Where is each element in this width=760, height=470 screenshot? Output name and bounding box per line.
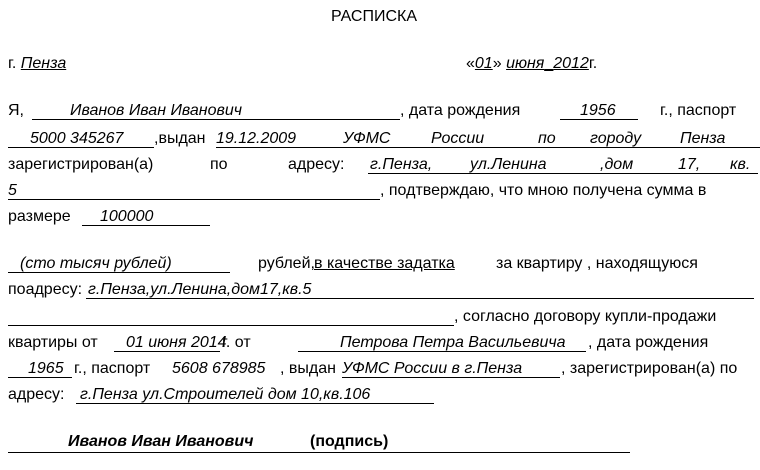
address-label: поадресу: [8,281,83,298]
contract-date: 01 июня 2014 [126,334,227,351]
seller-passport-number: 5608 678985 [172,360,266,377]
amount-label: размере [8,208,71,225]
address-word: ,дом [600,156,634,173]
city: Пенза [20,55,67,72]
authority-word: УФМС [343,130,391,147]
date-open-quote: « [466,55,475,72]
contract-text: , согласно договору купли-продажи [454,308,717,325]
amount-digits: 100000 [100,208,154,225]
date-suffix: г. от [222,334,251,351]
seller-issued-label: , выдан [280,360,336,377]
signature-label: (подпись) [310,433,389,450]
address-word: ул.Ленина [470,156,547,173]
seller-authority: УФМС России в г.Пенза [342,360,523,377]
date-year-suffix: г. [588,55,598,72]
date-close-quote: » [492,55,502,72]
authority-word: по [538,130,556,147]
authority-word: России [431,130,485,147]
blank-line [8,325,454,326]
debtor-birth-year: 1956 [580,102,616,119]
deposit-purpose: в качестве задатка [314,255,455,272]
signature-line [8,452,630,453]
seller-birth-year: 1965 [28,360,64,377]
line1-prefix: Я, [8,102,24,119]
signature-name: Иванов Иван Иванович [68,433,254,450]
place-prefix: г. [8,55,17,72]
property-address: г.Пенза,ул.Ленина,дом17,кв.5 [88,281,312,298]
birth-label: , дата рождения [400,102,521,119]
debtor-passport-number: 5000 345267 [30,130,124,147]
date-month: июня [506,55,545,72]
contract-date-label: квартиры от [8,334,98,351]
date-line: «01» июня_2012г. [466,55,598,72]
confirm-text: , подтверждаю, что мною получена сумма в [380,182,707,199]
authority-word: городу [590,130,642,147]
authority-line [216,147,760,148]
address-word: 17, [678,156,701,173]
debtor-name: Иванов Иван Иванович [70,102,243,119]
address-continuation-line [8,199,380,200]
amount-in-words: (сто тысяч рублей) [20,255,172,272]
registered-word: зарегистрирован(а) [8,156,154,173]
document-title: РАСПИСКА [331,8,418,25]
seller-address-label: адресу: [8,386,65,403]
issued-label: ,выдан [154,130,206,147]
date-day: 01 [474,55,493,72]
seller-name: Петрова Петра Васильевича [340,334,566,351]
seller-registered-label: , зарегистрирован(а) по [561,360,738,377]
registered-word: по [210,156,228,173]
place-line [8,54,66,74]
seller-address: г.Пенза ул.Строителей дом 10,кв.106 [80,386,371,403]
registered-word: адресу: [288,156,345,173]
address-word: г.Пенза, [370,156,433,173]
date-year: 2012 [553,55,589,72]
birth-suffix: г., паспорт [660,102,737,119]
line6-word: за квартиру , находящуюся [496,255,698,272]
line6-word: рублей, [258,255,315,272]
flat-number: 5 [8,182,17,199]
passport-issue-date: 19.12.2009 [216,130,297,147]
authority-word: Пенза [680,130,726,147]
seller-birth-label: , дата рождения [588,334,709,351]
address-word: кв. [730,156,751,173]
seller-passport-label: г., паспорт [74,360,151,377]
